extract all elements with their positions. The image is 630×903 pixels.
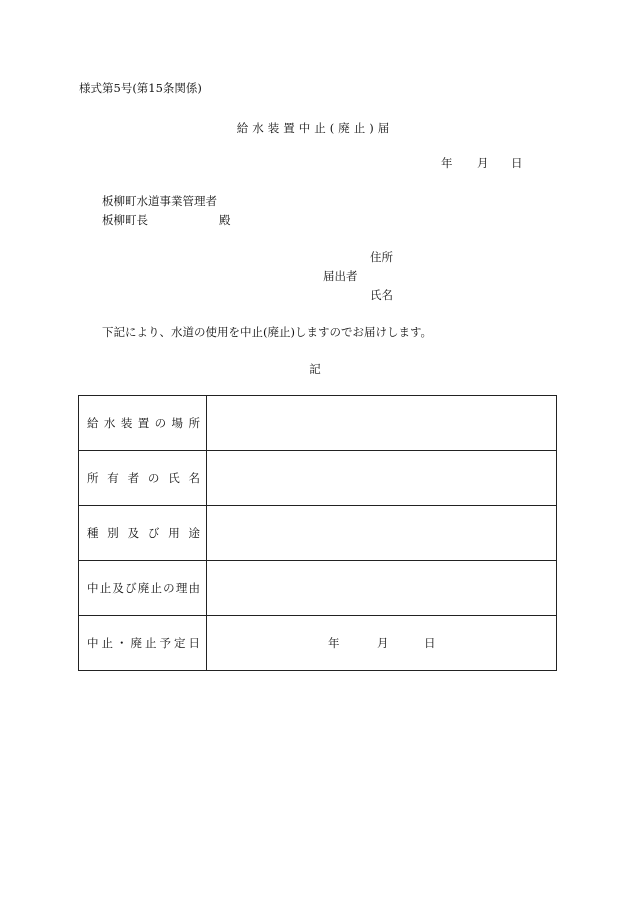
label-char: 廃 [130,636,142,650]
label-char: 日 [188,636,200,650]
body-text: 下記により、水道の使用を中止(廃止)しますのでお届けします。 [102,325,433,339]
scheduled-day-label: 日 [424,636,436,650]
label-char: 水 [103,416,116,430]
label-char: 及 [112,581,124,595]
label-char: 定 [174,636,186,650]
table-row [79,396,557,451]
date-year-label: 年 [441,156,453,170]
label-char: 種 [87,526,99,540]
notifier-address-label: 住所 [370,250,393,264]
label-char: 所 [87,471,99,485]
date-month-label: 月 [477,156,489,170]
row-label [79,580,206,596]
row-value-cell[interactable] [207,396,557,451]
date-day-label: 日 [511,156,523,170]
label-char: 中 [87,636,99,650]
label-char: 予 [159,636,171,650]
label-char: 有 [107,471,119,485]
label-char: び [125,581,137,595]
label-char: 装 [120,416,133,430]
label-char: 及 [127,526,140,540]
row-label [79,470,206,486]
label-char: び [147,526,160,540]
label-char: 場 [171,416,184,430]
label-char: 中 [87,581,99,595]
label-char: 者 [127,471,140,485]
notifier-label: 届出者 [323,269,358,283]
label-char: 途 [188,526,200,540]
label-char: ・ [116,636,128,650]
label-char: 由 [188,581,200,595]
label-char: 理 [175,581,188,595]
label-char: 別 [107,526,119,540]
addressee-honorific: 殿 [219,213,231,227]
label-char: の [154,416,167,430]
form-number: 様式第5号(第15条関係) [79,81,202,95]
label-char: 止 [101,636,113,650]
label-char: 給 [87,416,99,430]
table-row [79,561,557,616]
row-label [79,525,206,541]
addressee-line1: 板柳町水道事業管理者 [102,194,217,208]
label-char: 所 [188,416,200,430]
label-char: 止 [99,581,112,595]
label-char: の [147,471,160,485]
addressee-line2: 板柳町長 [102,213,148,227]
row-label-cell [79,506,207,561]
table-row [79,616,557,671]
scheduled-year-label: 年 [328,636,340,650]
label-char: 止 [145,636,157,650]
label-char: の [163,581,175,595]
document-title: 給水装置中止(廃止)届 [236,121,394,135]
row-label-cell [79,396,207,451]
label-char: 置 [137,416,150,430]
row-label [79,635,206,651]
label-char: 用 [168,526,180,540]
row-label-cell [79,451,207,506]
label-char: 止 [150,581,162,595]
row-value-cell[interactable] [207,561,557,616]
ki-heading: 記 [309,362,321,376]
table-row [79,451,557,506]
form-table [78,395,557,671]
row-label-cell [79,561,207,616]
label-char: 廃 [137,581,150,595]
label-char: 氏 [168,471,180,485]
row-value-cell[interactable] [207,506,557,561]
scheduled-date-cell[interactable] [207,616,557,671]
row-value-cell[interactable] [207,451,557,506]
scheduled-month-label: 月 [377,636,389,650]
label-char: 名 [188,471,200,485]
table-row [79,506,557,561]
row-label [79,415,206,431]
notifier-name-label: 氏名 [370,288,393,302]
row-label-cell [79,616,207,671]
